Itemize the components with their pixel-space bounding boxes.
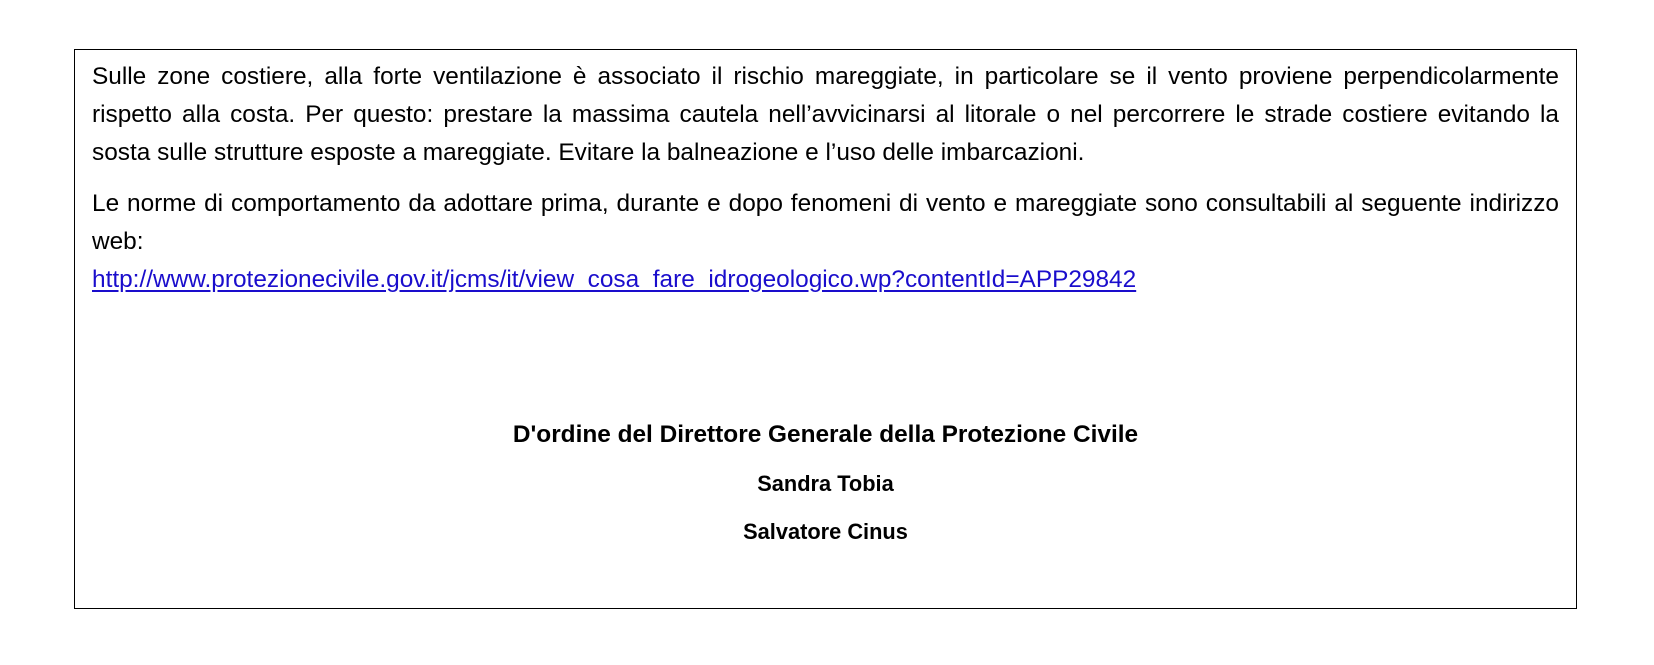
signature-block: [75, 420, 1576, 546]
signatory-name: Salvatore Cinus: [743, 519, 908, 544]
protezione-civile-link[interactable]: http://www.protezionecivile.gov.it/jcms/it/view_cosa_fare_idrogeologico.wp?contentId=APP29842: [92, 266, 1137, 293]
behavior-rules-paragraph: [92, 185, 1559, 299]
signature-title: D'ordine del Direttore Generale della Protezione Civile: [512, 421, 1139, 448]
notice-content: [92, 58, 1559, 299]
notice-box: [74, 49, 1577, 609]
signatory-name: Sandra Tobia: [757, 471, 894, 496]
behavior-rules-text: Le norme di comportamento da adottare prima, durante e dopo fenomeni di vento e mareggiate sono consultabili al seguente indirizzo web:: [92, 190, 1559, 255]
coastal-risk-paragraph: Sulle zone costiere, alla forte ventilazione è associato il rischio mareggiate, in particolare se il vento proviene perpendicolarmente rispetto alla costa. Per questo: prestare la massima cautela nell’avvicinarsi al litorale o nel percorrere le strade costiere evitando la sosta sulle strutture esposte a mareggiate. Evitare la balneazione e l’uso delle imbarcazioni.: [92, 63, 1559, 166]
